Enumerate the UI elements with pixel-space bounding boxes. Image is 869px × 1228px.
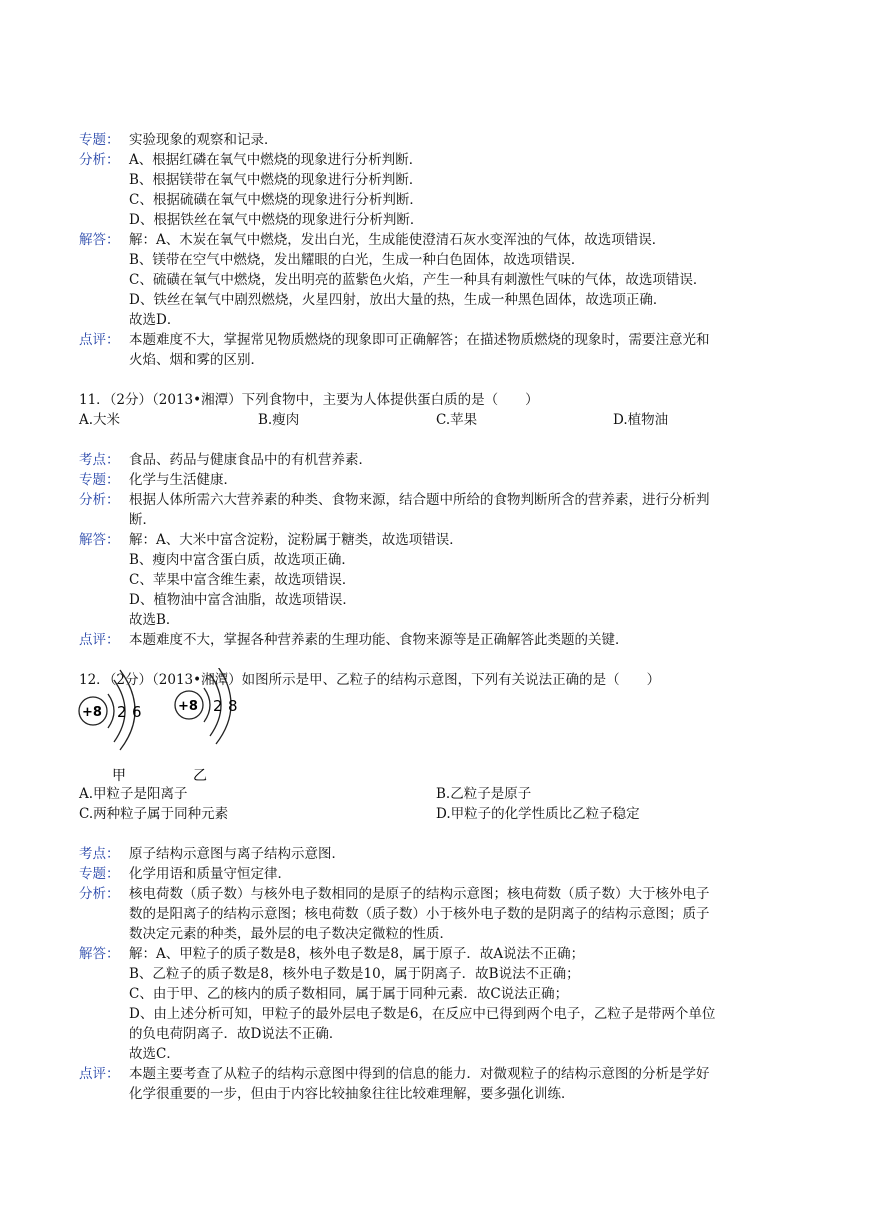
q12-stem: 12．（2分）（2013•湘潭）如图所示是甲、乙粒子的结构示意图，下列有关说法正确的是（ ） [79, 672, 661, 688]
nucleus-label-yi: +8 [178, 699, 198, 714]
s10-zhuanti: 专题： 实验现象的观察和记录． [79, 132, 278, 148]
q11-jieda-line: B、瘦肉中富含蛋白质，故选项正确． [129, 552, 355, 568]
q11-jieda: 解答： 解：A、大米中富含淀粉，淀粉属于糖类，故选项错误． [79, 532, 463, 548]
q11-jieda-line: C、苹果中富含维生素，故选项错误． [129, 572, 356, 588]
q12-jieda-line: B、乙粒子的质子数是8，核外电子数是10，属于阴离子．故B说法不正确； [129, 966, 580, 982]
q12-jieda-line: 故选C． [129, 1046, 180, 1062]
q11-option-a: A.大米 [79, 412, 121, 428]
label-kaodian: 考点： [79, 452, 120, 468]
q11-option-d: D.植物油 [613, 412, 669, 428]
label-zhuanti: 专题： [79, 132, 120, 148]
s10-jieda-line: D、铁丝在氧气中剧烈燃烧，火星四射，放出大量的热，生成一种黑色固体，故选项正确． [129, 292, 667, 308]
s10-jieda-line: 故选D． [129, 312, 181, 328]
particle-name-jia: 甲 [112, 768, 126, 784]
shell-count-jia: 6 [132, 703, 142, 721]
q12-option-d: D.甲粒子的化学性质比乙粒子稳定 [436, 806, 640, 822]
particle-name-yi: 乙 [193, 768, 207, 784]
nucleus-label-jia: +8 [82, 705, 102, 720]
label-dianping: 点评： [79, 332, 120, 348]
q11-dianping: 点评： 本题难度不大，掌握各种营养素的生理功能、食物来源等是正确解答此类题的关键． [79, 632, 629, 648]
s10-dianping-line: 火焰、烟和雾的区别． [129, 352, 264, 368]
q12-jieda: 解答： 解：A、甲粒子的质子数是8，核外电子数是8，属于原子．故A说法不正确； [79, 946, 585, 962]
q12-fenxi: 分析： 核电荷数（质子数）与核外电子数相同的是原子的结构示意图；核电荷数（质子数）大于核外电子 [79, 886, 710, 902]
shell-count-yi: 2 [213, 697, 223, 715]
q11-stem: 11．（2分）（2013•湘潭）下列食物中，主要为人体提供蛋白质的是（ ） [79, 392, 539, 408]
label-fenxi: 分析： [79, 886, 120, 902]
label-kaodian: 考点： [79, 846, 120, 862]
q11-fenxi: 分析： 根据人体所需六大营养素的种类、食物来源，结合题中所给的食物判断所含的营养素，进行分析判 [79, 492, 710, 508]
q12-dianping-line: 化学很重要的一步，但由于内容比较抽象往往比较难理解，要多强化训练． [129, 1086, 575, 1102]
q12-option-b: B.乙粒子是原子 [436, 786, 532, 802]
label-zhuanti: 专题： [79, 472, 120, 488]
q12-jieda-line: D、由上述分析可知，甲粒子的最外层电子数是6，在反应中已得到两个电子，乙粒子是带两个单位 [129, 1006, 716, 1022]
label-jieda: 解答： [79, 532, 120, 548]
label-fenxi: 分析： [79, 492, 120, 508]
q11-jieda-line: 故选B． [129, 612, 180, 628]
label-fenxi: 分析： [79, 152, 120, 168]
q11-kaodian: 考点： 食品、药品与健康食品中的有机营养素． [79, 452, 372, 468]
q11-jieda-line: D、植物油中富含油脂，故选项错误． [129, 592, 356, 608]
shell-arc-1-yi [204, 688, 210, 722]
shell-count-jia: 2 [117, 703, 127, 721]
q12-jieda-line: 的负电荷阴离子．故D说法不正确． [129, 1026, 343, 1042]
q12-dianping: 点评： 本题主要考查了从粒子的结构示意图中得到的信息的能力．对微观粒子的结构示意图的分析是学好 [79, 1066, 710, 1082]
s10-jieda-line: B、镁带在空气中燃烧，发出耀眼的白光，生成一种白色固体，故选项错误． [129, 252, 585, 268]
label-jieda: 解答： [79, 232, 120, 248]
q11-option-b: B.瘦肉 [258, 412, 300, 428]
s10-jieda: 解答： 解：A、木炭在氧气中燃烧，发出白光，生成能使澄清石灰水变浑浊的气体，故选项错误． [79, 232, 666, 248]
label-dianping: 点评： [79, 632, 120, 648]
q11-fenxi-line: 断． [129, 512, 156, 528]
label-dianping: 点评： [79, 1066, 120, 1082]
shell-arc-1-jia [108, 694, 114, 728]
q11-option-c: C.苹果 [436, 412, 478, 428]
q11-zhuanti: 专题： 化学与生活健康． [79, 472, 237, 488]
label-jieda: 解答： [79, 946, 120, 962]
q12-option-a: A.甲粒子是阳离子 [79, 786, 188, 802]
s10-fenxi: 分析： A、根据红磷在氧气中燃烧的现象进行分析判断． [79, 152, 423, 168]
s10-dianping: 点评： 本题难度不大，掌握常见物质燃烧的现象即可正确解答；在描述物质燃烧的现象时，需要注意光和 [79, 332, 710, 348]
q12-fenxi-line: 数决定元素的种类，最外层的电子数决定微粒的性质． [129, 926, 453, 942]
q12-zhuanti: 专题： 化学用语和质量守恒定律． [79, 866, 291, 882]
atom-structure-diagram [76, 668, 246, 784]
q12-jieda-line: C、由于甲、乙的核内的质子数相同，属于属于同种元素．故C说法正确； [129, 986, 569, 1002]
s10-fenxi-line: C、根据硫磺在氧气中燃烧的现象进行分析判断． [129, 192, 423, 208]
s10-jieda-line: C、硫磺在氧气中燃烧，发出明亮的蓝紫色火焰，产生一种具有刺激性气味的气体，故选项错误． [129, 272, 707, 288]
shell-count-yi: 8 [228, 697, 238, 715]
s10-fenxi-line: D、根据铁丝在氧气中燃烧的现象进行分析判断． [129, 212, 424, 228]
q12-option-c: C.两种粒子属于同种元素 [79, 806, 229, 822]
s10-fenxi-line: B、根据镁带在氧气中燃烧的现象进行分析判断． [129, 172, 423, 188]
label-zhuanti: 专题： [79, 866, 120, 882]
q12-kaodian: 考点： 原子结构示意图与离子结构示意图． [79, 846, 345, 862]
q12-fenxi-line: 数的是阳离子的结构示意图；核电荷数（质子数）小于核外电子数的是阴离子的结构示意图；质子 [129, 906, 710, 922]
